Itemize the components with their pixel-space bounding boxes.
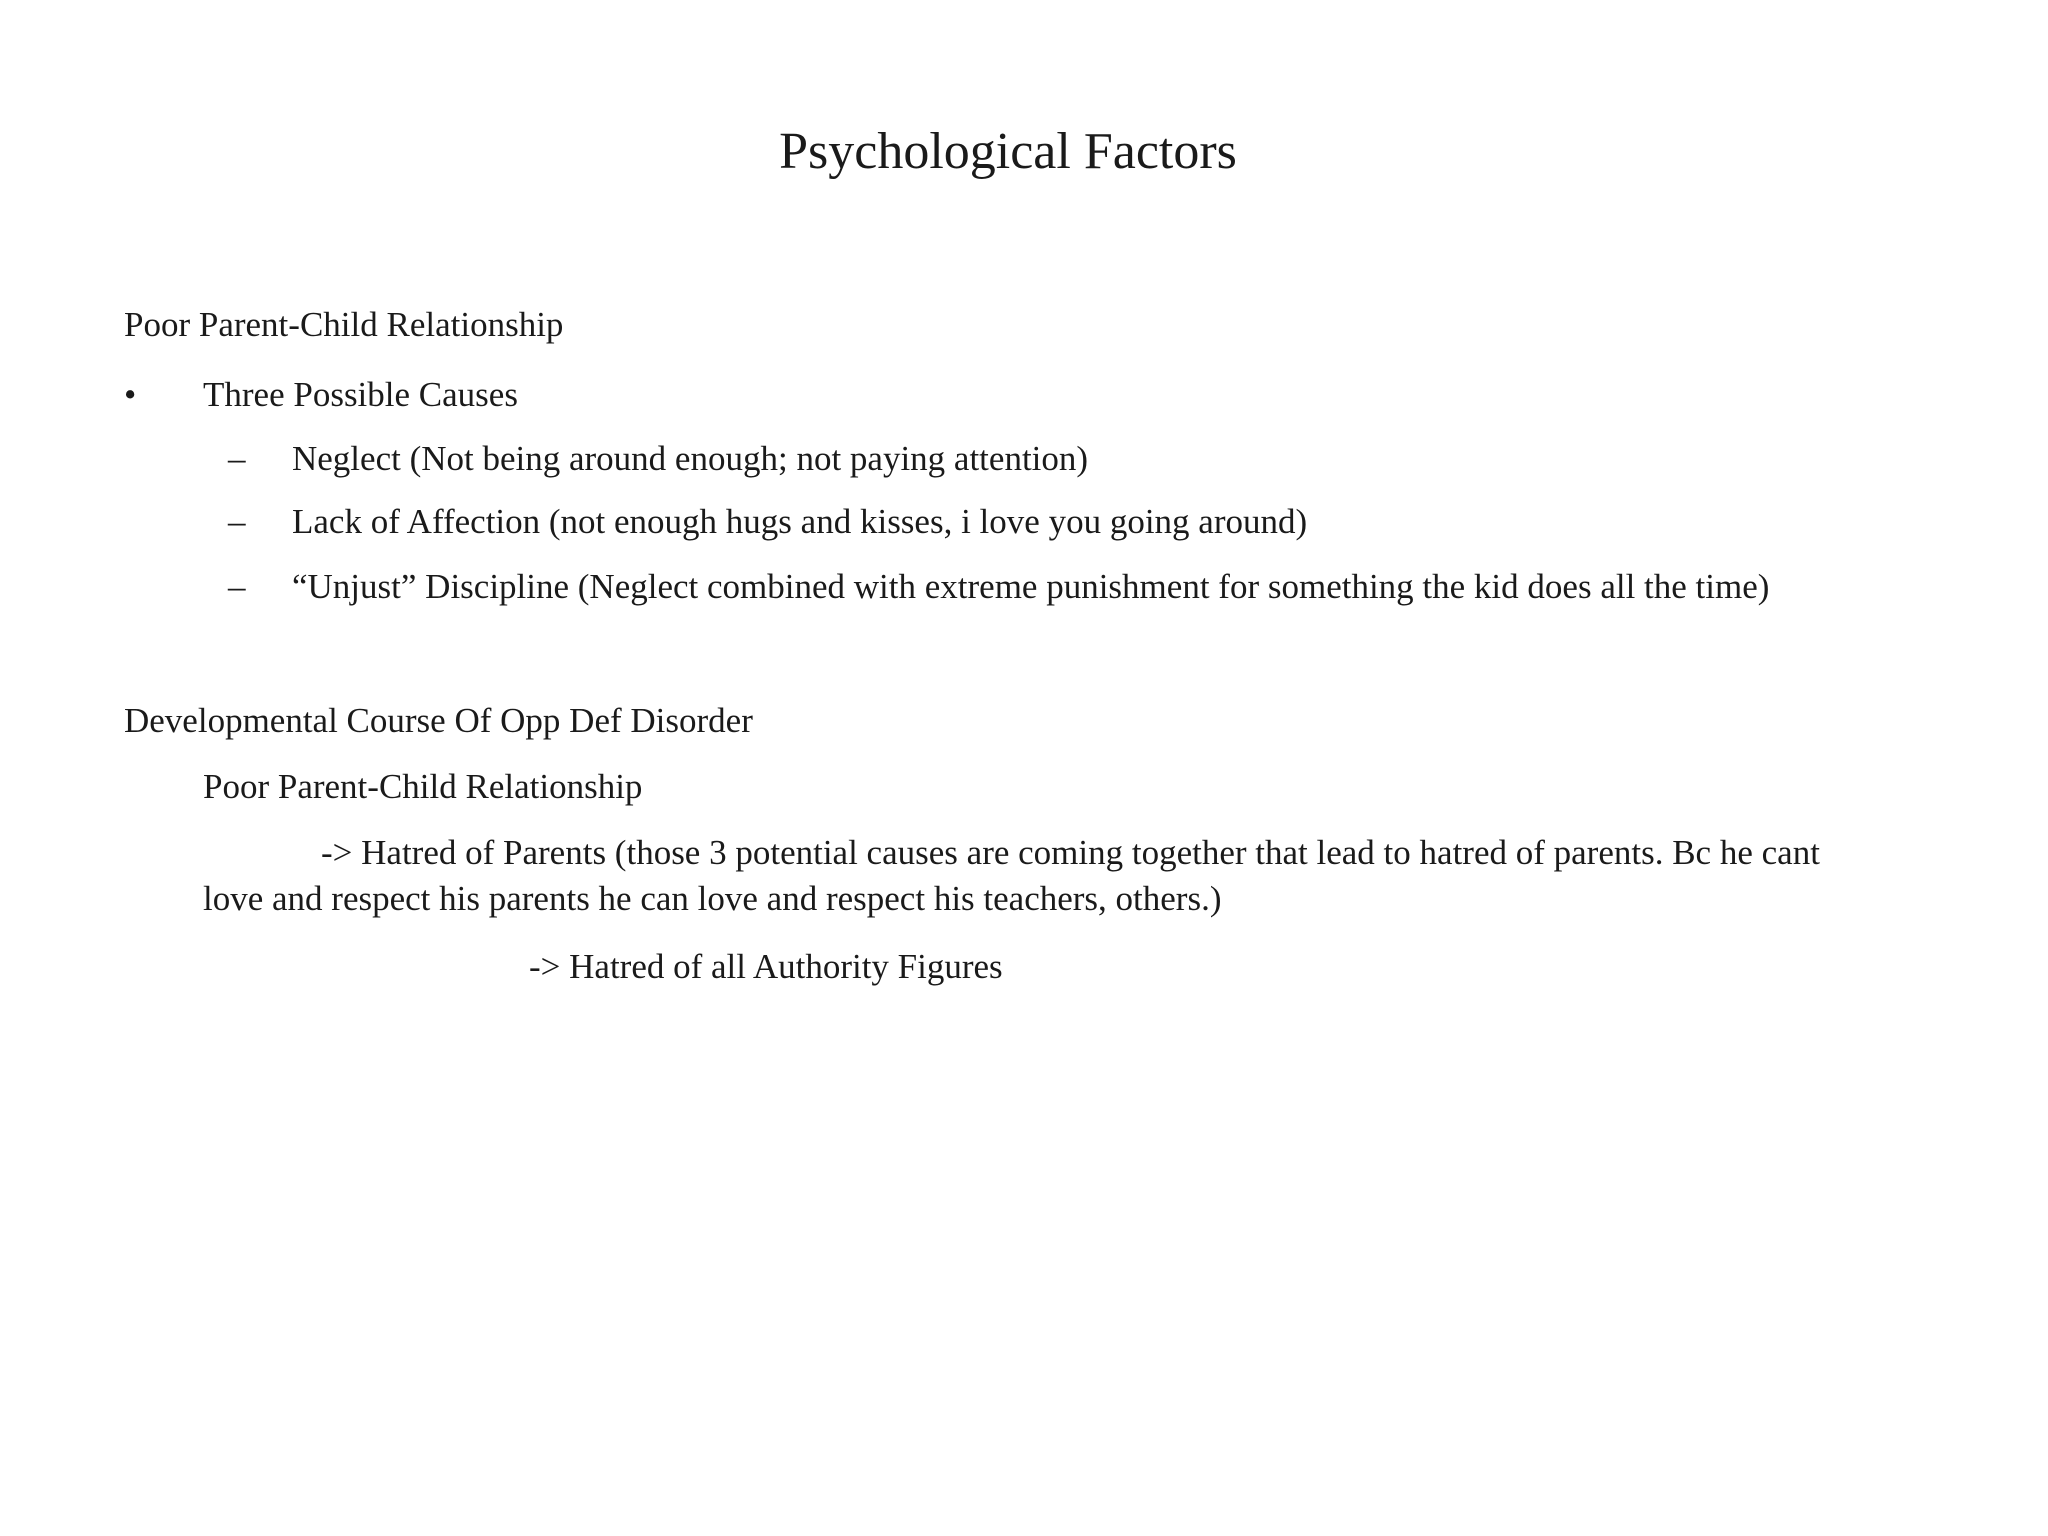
section-heading-developmental-course: Developmental Course Of Opp Def Disorder bbox=[124, 701, 753, 740]
course-step-hatred-of-parents: -> Hatred of Parents (those 3 potential causes are coming together that lead to hatred of parents. Bc he cant bbox=[321, 833, 1820, 872]
dash-marker: – bbox=[228, 439, 246, 478]
subitem-neglect: Neglect (Not being around enough; not paying attention) bbox=[292, 439, 1089, 478]
subitem-unjust-discipline: “Unjust” Discipline (Neglect combined with extreme punishment for something the kid does all the time) bbox=[292, 567, 1770, 606]
course-step-hatred-of-parents-continued: love and respect his parents he can love and respect his teachers, others.) bbox=[203, 879, 1222, 918]
dash-marker: – bbox=[228, 502, 246, 541]
dash-marker: – bbox=[228, 567, 246, 606]
course-step-parent-child: Poor Parent-Child Relationship bbox=[203, 767, 643, 806]
bullet-three-possible-causes: Three Possible Causes bbox=[203, 375, 518, 414]
bullet-marker: • bbox=[124, 375, 137, 414]
subitem-lack-of-affection: Lack of Affection (not enough hugs and kisses, i love you going around) bbox=[292, 502, 1308, 541]
course-step-hatred-of-authority: -> Hatred of all Authority Figures bbox=[529, 947, 1003, 986]
slide-title: Psychological Factors bbox=[779, 123, 1237, 180]
section-heading-parent-child: Poor Parent-Child Relationship bbox=[124, 305, 564, 344]
